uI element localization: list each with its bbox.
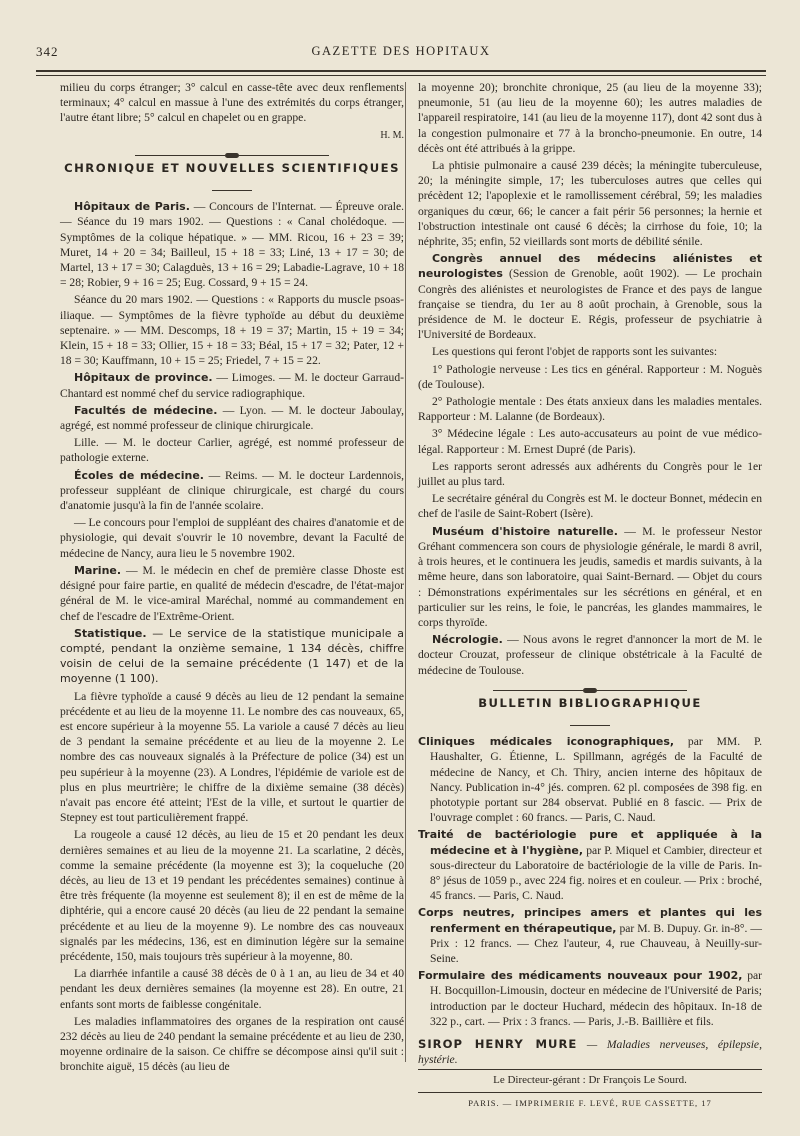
- director-line: Le Directeur-gérant : Dr François Le Sourd.: [418, 1069, 762, 1088]
- rapports-paragraph: Les rapports seront adressés aux adhérents du Congrès pour le 1er juillet au plus tard.: [418, 459, 762, 489]
- concours-paragraph: — Le concours pour l'emploi de suppléant des chaires d'anatomie et de physiologie, qui devait s'ouvrir le 10 novembre, devant la Faculté de médecine de Nancy, aura lieu le 5 novembre 1902.: [60, 516, 404, 560]
- bulletin-title: BULLETIN BIBLIOGRAPHIQUE: [478, 695, 702, 710]
- rougeole-paragraph: La rougeole a causé 12 décès, au lieu de 15 et 20 pendant les deux dernières semaines et au lieu de la moyenne 21. La scarlatine, 2 décès, comme la semaine précédente (la moyenne est 3); la coqueluche (20 décès, au lieu de 13 et 19 pendant les précédentes semaines) continue à être très fréquente (la moyenne est seulement 8); il en est de même de la diphtérie, qui a encore causé 20 décès (au lieu de 22 pendant la semaine précédente et au lieu de la moyenne 9). Le nombre des cas nouveaux signalés par les médecins, 136, est en diminution légère sur la semaine précédente, 150, mais toujours très supérieur à la moyenne, 80.: [60, 828, 404, 963]
- right-column: [418, 80, 762, 1113]
- phtisie-paragraph: La phtisie pulmonaire a causé 239 décès; la méningite tuberculeuse, 20; la méningite simple, 17; les tuberculoses autres que celles qui précèdent 12; l'apoplexie et le ramollissement cérébral, 59; les maladies organiques du cœur, 66; le cancer a fait périr 56 personnes; la hernie et l'obstruction intestinale ont causé 6 décès; la cirrhose du foie, 10; la néphrite, 35; enfin, 52 vieillards sont morts de débilité sénile.: [418, 159, 762, 249]
- hopitaux-paris-paragraph: Hôpitaux de Paris. — Concours de l'Internat. — Épreuve orale. — Séance du 19 mars 1902. — Questions : « Canal cholédoque. — Symptômes de la colique hépatique. » — MM. Ricou, 16 + 23 = 39; Muret, 14 + 20 = 34; Bailleul, 15 + 18 = 33; Liné, 13 + 17 = 30; de Martel, 13 + 17 = 30; Calagduès, 13 + 16 = 29; Labadie-Lagrave, 10 + 18 = 28; Robier, 9 + 16 = 25; Eug. Cossard, 9 + 15 = 24.: [60, 200, 405, 290]
- question-3: 3° Médecine légale : Les auto-accusateurs au point de vue médico-légal. Rapporteur : M. Ernest Dupré (de Paris).: [418, 427, 762, 456]
- province-paragraph: Hôpitaux de province. — Limoges. — M. le docteur Garraud-Chantard est nommé chef du service radiographique.: [60, 371, 404, 400]
- secretaire-paragraph: Le secrétaire général du Congrès est M. le docteur Bonnet, médecin en chef de l'asile de Saint-Robert (Isère).: [418, 492, 762, 521]
- biblio-entry-1: Cliniques médicales iconographiques, par MM. P. Haushalter, G. Étienne, L. Spillmann, agrégés de la Faculté de médecine de Nancy, et Ch. Thiry, ancien interne des hôpitaux de Nancy. Publication in-4° jés. compren. 62 pl. composées de 398 fig. en phototypie portant sur 284 observat. Publié en 8 fascic. — Prix de l'ouvrage complet : 60 francs. — Paris, C. Naud.: [418, 735, 763, 825]
- biblio-entry-2: Traité de bactériologie pure et appliquée à la médecine et à l'hygiène, par P. Miquel et Cambier, directeur et sous-directeur du Laboratoire de bactériologie de la ville de Paris. In-8° jésus de 1059 p., avec 224 fig. noires et en couleur. — Prix : broché, 45 francs. — Paris, C. Naud.: [418, 828, 763, 903]
- sirop-advert: SIROP HENRY MURE — Maladies nerveuses, épilepsie, hystérie.: [418, 1036, 762, 1067]
- intro-signature: H. M.: [380, 129, 404, 141]
- column-separator: [405, 82, 406, 1062]
- header-rule: [36, 70, 766, 72]
- page-header: [36, 44, 766, 62]
- marine-paragraph: Marine. — M. le médecin en chef de première classe Dhoste est désigné pour faire partie, en qualité de médecin d'escadre, de l'état-major général de M. le vice-amiral Maréchal, nommé au commandement en chef de l'escadre de l'Extrême-Orient.: [60, 563, 404, 623]
- typhoide-paragraph: La fièvre typhoïde a causé 9 décès au lieu de 12 pendant la semaine précédente et au lieu de la moyenne 11. Le nombre des cas nouveaux, 65, est encore supérieur à la moyenne 55. La variole a causé 7 décès au lieu de 3 pendant la semaine précédente et au lieu de la moyenne 2. Le nombre des cas nouveaux signalés à la Préfecture de police (34) est un peu supérieur à la moyenne (23). A Londres, l'épidémie de variole est de plus en plus meurtrière; le chiffre de la dixième semaine (38 décès) n'avait pas encore été atteint; l'Est de la ville, et surtout le quartier de Stepney est tout particulièrement frappé.: [60, 689, 404, 825]
- continuation-paragraph: la moyenne 20); bronchite chronique, 25 (au lieu de la moyenne 33); pneumonie, 51 (au lieu de la moyenne 60); les autres maladies de l'appareil respiratoire, 141 (au lieu de la moyenne 117), dont 42 sont dus à la congestion pulmonaire et 77 à la broncho-pneumonie. En outre, 14 décès ont été attribués à la grippe.: [418, 81, 762, 155]
- statistique-paragraph: Statistique. — Le service de la statistique municipale a compté, pendant la onzième semaine, 1 134 décès, chiffre voisin de celui de la semaine précédente (1 147) et de la moyenne (1 100).: [60, 626, 404, 686]
- journal-title: GAZETTE DES HOPITAUX: [311, 44, 491, 58]
- necrologie-paragraph: Nécrologie. — Nous avons le regret d'annoncer la mort de M. le docteur Crouzat, professeur de clinique obstétricale à la Faculté de médecine de Toulouse.: [418, 633, 762, 677]
- short-rule-2: [418, 715, 762, 730]
- diarrhee-paragraph: La diarrhée infantile a causé 38 décès de 0 à 1 an, au lieu de 34 et 40 pendant les deux dernières semaines (la moyenne est 28). En outre, 21 enfants sont morts de faiblesse congénitale.: [60, 967, 404, 1011]
- ecoles-paragraph: Écoles de médecine. — Reims. — M. le docteur Lardennois, professeur suppléant de clinique chirurgicale, est chargé du cours d'anatomie jusqu'à la fin de l'année scolaire.: [60, 468, 404, 513]
- chronique-title: CHRONIQUE ET NOUVELLES SCIENTIFIQUES: [64, 160, 400, 175]
- museum-paragraph: Muséum d'histoire naturelle. — M. le professeur Nestor Gréhant commencera son cours de physiologie générale, le mardi 8 avril, à trois heures, et le continuera les jeudis, samedis et mardis suivants, à la même heure, dans son laboratoire, quai Saint-Bernard. — Objet du cours : Démonstrations expérimentales sur les sécrétions en général, et en particulier sur les reins, le foie, le pancréas, les glandes mammaires, le corps thyroïde.: [418, 524, 762, 629]
- ornament-divider-2: [418, 682, 762, 690]
- biblio-entry-4: Formulaire des médicaments nouveaux pour 1902, par H. Bocquillon-Limousin, docteur en médecine de l'Université de Paris; introduction par le docteur Huchard, médecin des hôpitaux. In-18 de 322 p., cart. — Prix : 3 francs. — Paris, J.-B. Baillière et fils.: [418, 969, 762, 1028]
- ornament-divider: [60, 147, 404, 155]
- printer-line: PARIS. — IMPRIMERIE F. LEVÉ, RUE CASSETTE, 17: [418, 1092, 762, 1111]
- question-1: 1° Pathologie nerveuse : Les tics en général. Rapporteur : M. Noguès (de Toulouse).: [418, 362, 762, 391]
- questions-paragraph: Les questions qui feront l'objet de rapports sont les suivantes:: [432, 345, 718, 359]
- lille-paragraph: Lille. — M. le docteur Carlier, agrégé, est nommé professeur de pathologie externe.: [60, 436, 404, 465]
- left-column: [60, 80, 404, 1077]
- page-number: 342: [36, 44, 59, 59]
- biblio-entry-3: Corps neutres, principes amers et plantes qui les renferment en thérapeutique, par M. B. Dupuy. Gr. in-8°. — Prix : 12 francs. — Chez l'auteur, 4, rue Chauveau, à Neuilly-sur-Seine.: [418, 906, 762, 965]
- inflammatoires-paragraph: Les maladies inflammatoires des organes de la respiration ont causé 232 décès au lieu de 240 pendant la semaine précédente et au lieu de 230, moyenne ordinaire de la saison. Ce chiffre se décompose ainsi qu'il suit : bronchite aiguë, 15 décès (au lieu de: [60, 1014, 404, 1074]
- seance-20-paragraph: Séance du 20 mars 1902. — Questions : « Rapports du muscle psoas-iliaque. — Symptômes de la fièvre typhoïde au début du deuxième septenaire. » — MM. Descomps, 18 + 19 = 37; Martin, 15 + 19 = 34; Klein, 15 + 18 = 33; Ollier, 15 + 18 = 33; Béal, 15 + 17 = 32; Pater, 12 + 18 = 30; Kauffmann, 10 + 15 = 25; Friedel, 7 + 15 = 22.: [60, 293, 404, 368]
- question-2: 2° Pathologie mentale : Des états anxieux dans les maladies mentales. Rapporteur : M. Lalanne (de Bordeaux).: [418, 395, 762, 424]
- header-rule-thin: [36, 75, 766, 76]
- facultes-paragraph: Facultés de médecine. — Lyon. — M. le docteur Jaboulay, agrégé, est nommé professeur de clinique chirurgicale.: [60, 403, 404, 433]
- congres-paragraph: Congrès annuel des médecins aliénistes et neurologistes (Session de Grenoble, août 1902). — Le prochain Congrès des aliénistes et neurologistes de France et des pays de langue française se tiendra, du 1er au 8 août prochain, à Grenoble, sous la présidence de M. le docteur E. Régis, professeur de psychiatrie à l'Université de Bordeaux.: [418, 252, 762, 342]
- intro-paragraph: milieu du corps étranger; 3° calcul en casse-tête avec deux renflements terminaux; 4° calcul en massue à l'une des extrémités du corps étranger, l'autre étant libre; 5° calcul en chapelet ou en grappe.: [60, 81, 404, 125]
- short-rule: [60, 180, 404, 195]
